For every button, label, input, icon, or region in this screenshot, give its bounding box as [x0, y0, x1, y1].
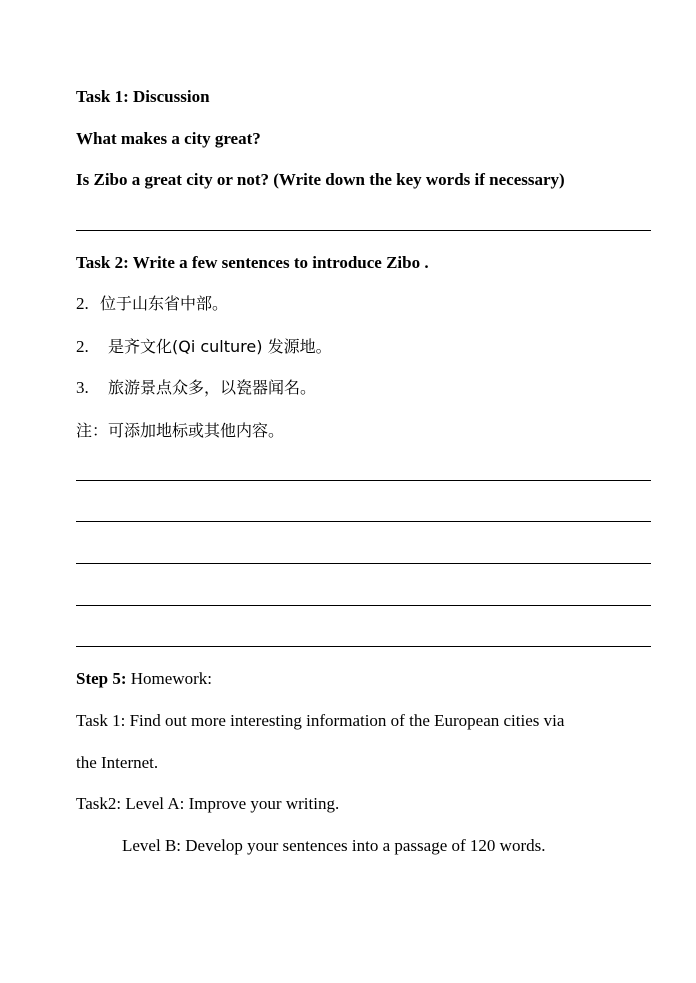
item-text: 旅游景点众多，以瓷器闻名。	[108, 378, 317, 397]
item-number: 3.	[76, 378, 89, 397]
task1-title: Task 1: Discussion	[76, 87, 210, 106]
writing-line-1	[76, 480, 651, 481]
homework-task1-line1: Task 1: Find out more interesting information of the European cities via	[76, 711, 565, 730]
task2-note	[76, 421, 284, 441]
step5-title: Homework:	[126, 669, 212, 688]
task2-item-1	[76, 294, 228, 314]
task1-question-1: What makes a city great?	[76, 129, 261, 148]
writing-line-5	[76, 646, 651, 647]
task2-item-2	[76, 337, 332, 357]
task2-title: Task 2: Write a few sentences to introduce Zibo .	[76, 253, 429, 272]
step5-label: Step 5:	[76, 669, 127, 688]
writing-line-4	[76, 605, 651, 606]
writing-line-2	[76, 521, 651, 522]
item-number: 2.	[76, 337, 89, 356]
answer-line-1	[76, 230, 651, 231]
writing-line-3	[76, 563, 651, 564]
task1-question-2: Is Zibo a great city or not? (Write down the key words if necessary)	[76, 170, 565, 189]
homework-task1-line2: the Internet.	[76, 753, 159, 772]
homework-task2-line2: Level B: Develop your sentences into a passage of 120 words.	[122, 836, 546, 855]
item-number: 2.	[76, 294, 89, 313]
note-text: 注：可添加地标或其他内容。	[76, 421, 285, 440]
item-text: 是齐文化(Qi culture) 发源地。	[108, 337, 332, 356]
homework-task2-line1: Task2: Level A: Improve your writing.	[76, 794, 340, 813]
item-text: 位于山东省中部。	[100, 294, 229, 313]
task2-item-3	[76, 378, 316, 398]
step5-heading	[76, 669, 212, 689]
